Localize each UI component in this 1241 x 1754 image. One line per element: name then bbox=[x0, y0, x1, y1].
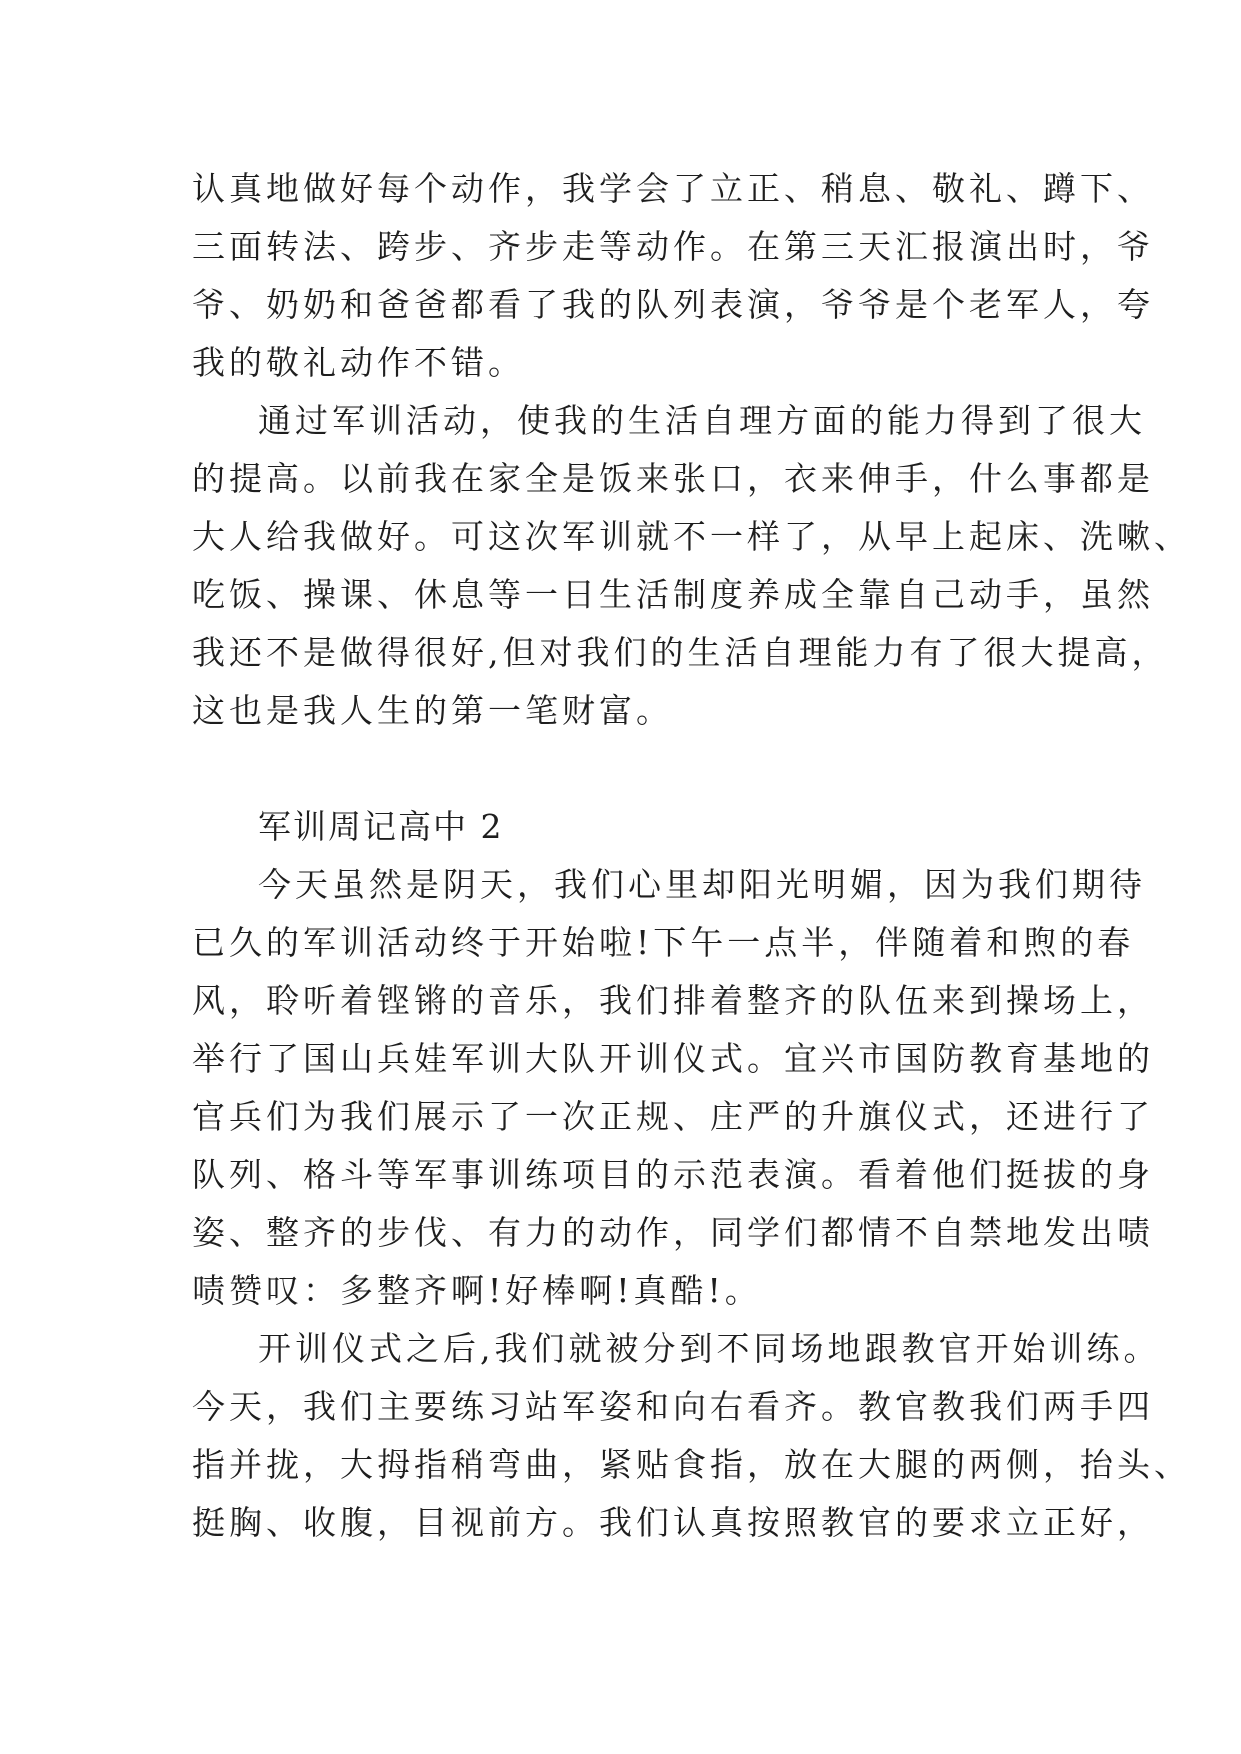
text-line: 我的敬礼动作不错。 bbox=[192, 343, 525, 382]
text-line: 我还不是做得很好,但对我们的生活自理能力有了很大提高， bbox=[192, 633, 1169, 672]
text-line: 指并拢，大拇指稍弯曲，紧贴食指，放在大腿的两侧，抬头、 bbox=[192, 1445, 1191, 1484]
paragraph-2 bbox=[192, 392, 1191, 740]
paragraph-4 bbox=[192, 1320, 1191, 1552]
text-line: 已久的军训活动终于开始啦!下午一点半，伴随着和煦的春 bbox=[192, 923, 1135, 962]
text-line: 大人给我做好。可这次军训就不一样了，从早上起床、洗嗽、 bbox=[192, 517, 1191, 556]
text-line: 啧赞叹：多整齐啊!好棒啊!真酷!。 bbox=[192, 1271, 762, 1310]
text-line: 认真地做好每个动作，我学会了立正、稍息、敬礼、蹲下、 bbox=[192, 169, 1154, 208]
paragraph-3 bbox=[192, 856, 1154, 1320]
text-line: 姿、整齐的步伐、有力的动作，同学们都情不自禁地发出啧 bbox=[192, 1213, 1154, 1252]
blank-line bbox=[192, 740, 1072, 798]
text-line: 队列、格斗等军事训练项目的示范表演。看着他们挺拔的身 bbox=[192, 1155, 1154, 1194]
text-line: 今天，我们主要练习站军姿和向右看齐。教官教我们两手四 bbox=[192, 1387, 1154, 1426]
text-line: 开训仪式之后,我们就被分到不同场地跟教官开始训练。 bbox=[258, 1329, 1161, 1368]
paragraph-1 bbox=[192, 160, 1154, 392]
text-line: 通过军训活动，使我的生活自理方面的能力得到了很大 bbox=[258, 401, 1146, 440]
text-line: 风，聆听着铿锵的音乐，我们排着整齐的队伍来到操场上， bbox=[192, 981, 1154, 1020]
text-line: 今天虽然是阴天，我们心里却阳光明媚，因为我们期待 bbox=[258, 865, 1146, 904]
text-line: 官兵们为我们展示了一次正规、庄严的升旗仪式，还进行了 bbox=[192, 1097, 1154, 1136]
text-line: 三面转法、跨步、齐步走等动作。在第三天汇报演出时，爷 bbox=[192, 227, 1154, 266]
text-line: 爷、奶奶和爸爸都看了我的队列表演，爷爷是个老军人，夸 bbox=[192, 285, 1154, 324]
document-body bbox=[192, 160, 1191, 1552]
text-line: 举行了国山兵娃军训大队开训仪式。宜兴市国防教育基地的 bbox=[192, 1039, 1154, 1078]
text-line: 的提高。以前我在家全是饭来张口，衣来伸手，什么事都是 bbox=[192, 459, 1154, 498]
text-line: 这也是我人生的第一笔财富。 bbox=[192, 691, 673, 730]
text-line: 吃饭、操课、休息等一日生活制度养成全靠自己动手，虽然 bbox=[192, 575, 1154, 614]
section-heading: 军训周记高中 2 bbox=[258, 807, 504, 846]
text-line: 挺胸、收腹，目视前方。我们认真按照教官的要求立正好， bbox=[192, 1503, 1154, 1542]
